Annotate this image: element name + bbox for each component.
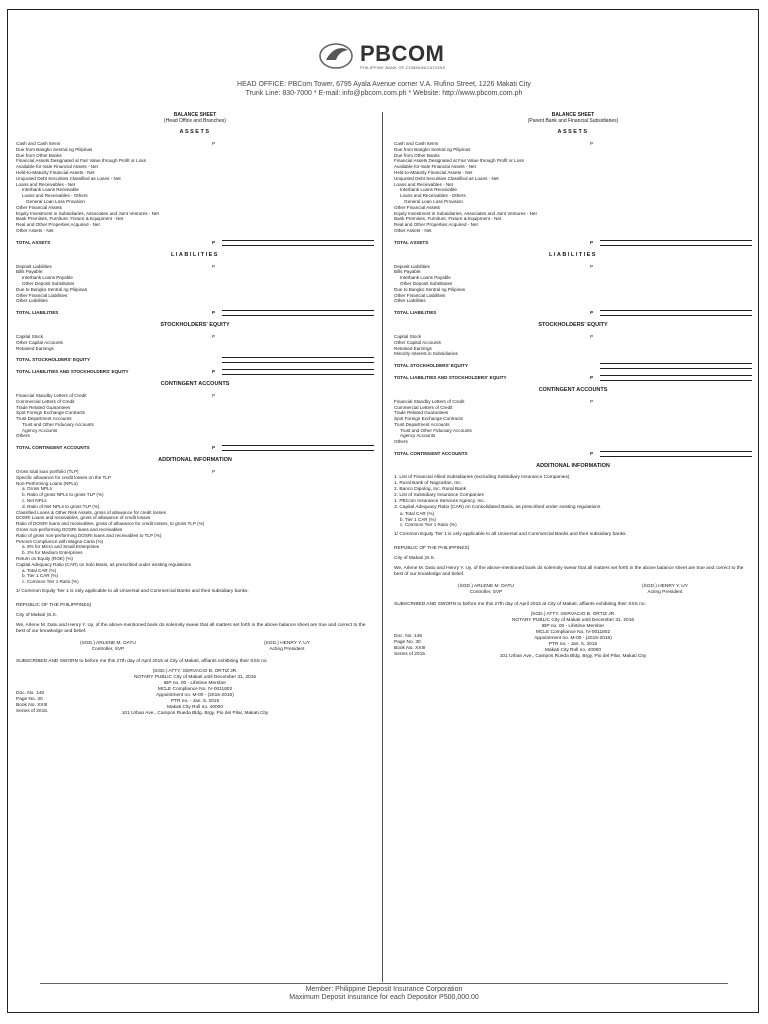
row-label: Held-to-Maturity Financial Assets - Net [16, 169, 95, 175]
subscribed-text: SUBSCRIBED AND SWORN to before me this 27th day of April 2015 at City of Makati, affiants exhibiting their SSS no. [394, 602, 646, 608]
consolidated-balance-sheet [394, 112, 752, 982]
row-label: Other Liabilities [394, 298, 426, 304]
total-label: TOTAL LIABILITIES [16, 310, 59, 316]
row-label: Other Liabilities [16, 298, 48, 304]
notary-line: Appointment no. M-00 - (2015-2016) [534, 636, 612, 642]
row-label: Loans and Receivables - Net [394, 181, 453, 187]
liabilities-heading: LIABILITIES [171, 251, 219, 258]
head-office-info [0, 80, 768, 98]
row-label: Due from Bangko Sentral ng Pilipinas [394, 146, 471, 152]
row-label: Loans and Receivables - Others [22, 193, 88, 199]
doc-line: Page No. 30 [16, 697, 43, 703]
signatory-president [642, 584, 688, 596]
signatories [394, 584, 752, 596]
balance-sheet-title: BALANCE SHEET [551, 112, 595, 118]
row-label: Trust and Other Fiduciary Accounts [22, 421, 94, 427]
notary-line: 101 Urban Ave., Campos Rueda Bldg. Brgy. Pio del Pilar, Makati City [121, 711, 269, 717]
row-label: Other Financial Assets [16, 204, 62, 210]
value-prior [676, 522, 752, 528]
total-value-current [600, 310, 676, 316]
notary-line: Appointment no. M-00 - (2015-2016) [156, 693, 234, 699]
row-label: Real and Other Properties Acquired - Net [394, 222, 478, 228]
total-value-prior [676, 451, 752, 457]
equity-row [394, 351, 752, 357]
currency-sign: P [212, 392, 216, 398]
total-label: TOTAL ASSETS [16, 239, 51, 245]
row-label: Other Financial Assets [394, 204, 440, 210]
total-liab-equity [394, 375, 752, 381]
total-label: TOTAL STOCKHOLDERS' EQUITY [394, 363, 469, 369]
row-label: Capital Stock [16, 333, 44, 339]
notary-line: (SGD.) ATTY. GERVACIO B. ORTIZ JR. [152, 669, 238, 675]
row-label: c. Common Tier 1 Ratio (%) [22, 579, 79, 585]
value-prior [298, 579, 374, 585]
signatory-title: Acting President [269, 647, 305, 653]
additional-info-heading: ADDITIONAL INFORMATION [158, 457, 232, 464]
total-contingent [16, 445, 374, 451]
row-label: Capital Adequacy Ratio (CAR) on Solo Basis, as prescribed under existing regulations [16, 561, 191, 567]
row-label: Return on Equity (ROE) (%) [16, 556, 73, 562]
subscribed-text: SUBSCRIBED AND SWORN to before me this 27th day of April 2015 at City of Makati, affiants exhibiting their SSS no. [16, 659, 268, 665]
signatory-president [264, 641, 310, 653]
additional-info-line: 1. Rural Bank of Nagcarlan, Inc. [394, 480, 462, 486]
currency-sign: P [212, 263, 216, 269]
republic-line: REPUBLIC OF THE PHILIPPINES) [16, 603, 92, 609]
total-value-prior [298, 240, 374, 246]
row-label: Interbank Loans Payable [400, 275, 451, 281]
row-label: Retained Earnings [16, 345, 54, 351]
total-value-prior [298, 357, 374, 363]
row-label: Available-for-Sale Financial Assets - Net [16, 164, 98, 170]
total-label: TOTAL ASSETS [394, 239, 429, 245]
row-label: Unquoted Debt Securities Classified as Loans - Net [16, 175, 121, 181]
solo-balance-sheet [16, 112, 374, 982]
row-label: Financial Standby Letters of Credit [394, 398, 465, 404]
addl-row [394, 522, 752, 528]
total-label: TOTAL LIABILITIES AND STOCKHOLDERS' EQUITY [16, 369, 129, 375]
row-label: Classified Loans & Other Risk Assets, gross of allowance for credit losses [16, 509, 166, 515]
row-label: Other Deposit Substitutes [400, 280, 453, 286]
currency-sign [212, 346, 222, 352]
row-label: Agency Accounts [400, 433, 436, 439]
currency-sign: P [590, 333, 594, 339]
row-label: Interbank Loans Receivable [22, 187, 79, 193]
currency-sign [212, 433, 222, 439]
doc-line: Page No. 30 [394, 640, 421, 646]
currency-sign [212, 357, 222, 363]
currency-sign [590, 228, 600, 234]
total-liab-equity [16, 369, 374, 375]
currency-sign: P [212, 333, 216, 339]
row-label: Loans and Receivables - Net [16, 181, 75, 187]
contingent-row [16, 433, 374, 439]
currency-sign: P [590, 141, 594, 146]
additional-info-line: 1. PBCom Insurance Services Agency, Inc. [394, 498, 486, 504]
row-label: c. Common Tier 1 Ratio (%) [400, 522, 457, 528]
total-value-prior [676, 310, 752, 316]
value-current [222, 579, 298, 585]
row-label: Retained Earnings [394, 345, 432, 351]
row-label: General Loan Loss Provision [26, 198, 85, 204]
doc-line: Book No. XXIII [16, 703, 48, 709]
liabilities-row [16, 298, 374, 304]
currency-sign [212, 579, 222, 585]
currency-sign: P [590, 263, 594, 269]
footer-pdic: Member: Philippine Deposit Insurance Corporation [305, 986, 463, 993]
value-current [222, 346, 298, 352]
row-label: Other Financial Liabilities [394, 292, 446, 298]
assets-heading: ASSETS [557, 129, 589, 135]
footer [0, 986, 768, 1002]
value-current [600, 439, 676, 445]
brand-name: PBCOM [360, 40, 445, 66]
liabilities-row [394, 298, 752, 304]
total-contingent [394, 451, 752, 457]
assets-row [394, 228, 752, 234]
value-prior [676, 298, 752, 304]
row-label: Real and Other Properties Acquired - Net [16, 222, 100, 228]
republic-line: REPUBLIC OF THE PHILIPPINES) [394, 546, 470, 552]
row-label: Commercial Letters of Credit [16, 398, 75, 404]
row-label: Ratio of gross non-performing DOSRI loans and receivables to TLP (%) [16, 532, 162, 538]
notary-line: IBP no. 00 - Lifetime Member [163, 681, 227, 687]
value-prior [298, 298, 374, 304]
value-current [600, 522, 676, 528]
signatory-name: (SGD.) HENRY Y. UY [263, 641, 310, 647]
balance-sheet-subtitle: (Parent Bank and Financial Subsidiaries) [527, 118, 619, 124]
additional-info-line: 2. Banco Dipolog, Inc. Rural Bank [394, 486, 466, 492]
currency-sign: P [212, 141, 216, 146]
value-prior [298, 433, 374, 439]
currency-sign [590, 439, 600, 445]
value-prior [676, 228, 752, 234]
currency-sign: P [590, 310, 594, 316]
row-label: Due from Bangko Sentral ng Pilipinas [16, 146, 93, 152]
currency-sign: P [212, 369, 216, 375]
value-prior [298, 228, 374, 234]
head-office-contact: Trunk Line: 830-7000 * E-mail: info@pbcom.com.ph * Website: http://www.pbcom.com.ph [245, 90, 523, 97]
total-value-prior [298, 369, 374, 375]
currency-sign: P [212, 310, 216, 316]
currency-sign [590, 298, 600, 304]
doc-line: Series of 2015. [16, 709, 49, 715]
total-value-current [222, 369, 298, 375]
row-label: Deposit Liabilities [16, 263, 52, 269]
row-label: a. Gross NPLs [22, 486, 52, 492]
total-value-prior [298, 310, 374, 316]
total-value-current [600, 451, 676, 457]
row-label: Available-for-Sale Financial Assets - Net [394, 164, 476, 170]
total-label: TOTAL LIABILITIES AND STOCKHOLDERS' EQUITY [394, 374, 507, 380]
row-label: Due to Bangko Sentral ng Pilipinas [16, 286, 87, 292]
row-label: b. Ratio of gross NPLs to gross TLP (%) [22, 492, 104, 498]
signatory-name: (SGD.) ARLENE M. DATU [458, 584, 514, 590]
total-assets [16, 240, 374, 246]
total-equity [394, 363, 752, 369]
row-label: Financial Assets Designated at Fair Value through Profit or Loss [16, 158, 146, 164]
notary-line: 101 Urban Ave., Campos Rueda Bldg. Brgy. Pio del Pilar, Makati City [499, 654, 647, 660]
row-label: Trust Department Accounts [16, 416, 72, 422]
currency-sign: P [212, 469, 216, 475]
total-liabilities [16, 310, 374, 316]
oath-text: We, Arlene M. Datu and Henry Y. Uy, of the above-mentioned bank do solemnly swear that all matters set forth in the above balance sheet are true and correct to the best of our knowledge and belief. [394, 566, 744, 578]
additional-info-heading: ADDITIONAL INFORMATION [536, 462, 610, 469]
notary-line: IBP no. 00 - Lifetime Member [541, 624, 605, 630]
value-current [600, 228, 676, 234]
total-liabilities [394, 310, 752, 316]
footer-max-insurance: Maximum Deposit Insurance for each Depositor P500,000.00 [289, 994, 479, 1001]
row-label: a. 8% for Micro and Small Enterprises [22, 544, 100, 550]
notary-line: MCLE Compliance No. IV-0011802 [535, 630, 611, 636]
row-label: Others [16, 433, 30, 439]
total-label: TOTAL CONTINGENT ACCOUNTS [16, 445, 90, 451]
row-label: b. Tier 1 CAR (%) [400, 516, 436, 522]
currency-sign: P [590, 374, 594, 380]
row-label: Other Financial Liabilities [16, 292, 68, 298]
city-line: City of Makati )S.S. [16, 613, 58, 619]
total-label: TOTAL CONTINGENT ACCOUNTS [394, 451, 468, 457]
equity-heading: STOCKHOLDERS' EQUITY [160, 321, 230, 328]
bank-logo [318, 42, 445, 70]
contingent-heading: CONTINGENT ACCOUNTS [160, 380, 230, 387]
row-label: b. Tier 1 CAR (%) [22, 573, 58, 579]
additional-info-line: 2. List of Subsidiary Insurance Companies [394, 492, 484, 498]
balance-sheet-subtitle: (Head Office and Branches) [164, 118, 226, 124]
currency-sign: P [212, 239, 216, 245]
total-label: TOTAL LIABILITIES [394, 310, 437, 316]
total-value-current [222, 445, 298, 451]
row-label: Minority Interest in Subsidiaries [394, 351, 458, 357]
row-label: Bank Premises, Furniture, Fixture & Equipment - Net [394, 216, 502, 222]
notary-line: Makati City Roll no. 40000 [167, 705, 223, 711]
row-label: a. Total CAR (%) [400, 510, 435, 516]
currency-sign: P [590, 451, 594, 457]
total-value-current [600, 375, 676, 381]
total-value-current [222, 357, 298, 363]
total-value-prior [676, 375, 752, 381]
signatory-controller [458, 584, 514, 596]
row-label: Financial Assets Designated at Fair Value through Profit or Loss [394, 158, 524, 164]
signatory-name: (SGD.) HENRY Y. UY [641, 584, 688, 590]
city-line: City of Makati )S.S. [394, 556, 436, 562]
liabilities-heading: LIABILITIES [549, 251, 597, 258]
row-label: Bills Payable: [16, 269, 44, 275]
value-prior [676, 439, 752, 445]
row-label: Gross non-performing DOSRI loans and receivables [16, 527, 123, 533]
total-value-current [222, 240, 298, 246]
additional-info-line: 3. Capital Adequacy Ratio (CAR) on Consolidated Basis, as prescribed under existing regulations [394, 504, 601, 510]
signatory-title: Controller, SVP [469, 590, 503, 596]
total-label: TOTAL STOCKHOLDERS' EQUITY [16, 357, 91, 363]
row-label: Capital Stock [394, 333, 422, 339]
additional-info-line: 1. List of Financial Allied Subsidiaries (excluding Subsidiary Insurance Companies) [394, 474, 570, 480]
row-label: Due from Other Banks [394, 152, 440, 158]
row-label: Trust Department Accounts [394, 421, 450, 427]
row-label: Other Capital Accounts [394, 339, 441, 345]
row-label: c. Net NPLs [22, 498, 47, 504]
brand-tagline: PHILIPPINE BANK OF COMMUNICATIONS [360, 64, 446, 70]
car-footnote: 1/ Common Equity Tier 1 is only applicable to all Universal and Commercial Banks and their subsidiary banks. [16, 589, 249, 595]
value-current [222, 433, 298, 439]
total-equity [16, 357, 374, 363]
row-label: Deposit Liabilities [394, 263, 430, 269]
doc-line: Doc. No. 146 [16, 691, 44, 697]
equity-heading: STOCKHOLDERS' EQUITY [538, 321, 608, 328]
row-label: Interbank Loans Receivable [400, 187, 457, 193]
total-value-current [222, 310, 298, 316]
value-current [222, 298, 298, 304]
row-label: Ratio of DOSRI loans and receivables, gross of allowance for credit losses, to gross TLP (%) [16, 521, 205, 527]
row-label: Spot Foreign Exchange Contracts [394, 416, 463, 422]
currency-sign: P [212, 445, 216, 451]
value-prior [676, 351, 752, 357]
row-label: b. 2% for Medium Enterprises [22, 550, 83, 556]
row-label: Trade Related Guarantees [394, 410, 449, 416]
column-divider [382, 112, 383, 982]
doc-line: Book No. XXIII [394, 646, 426, 652]
total-value-prior [676, 363, 752, 369]
row-label: Trade Related Guarantees [16, 404, 71, 410]
statement-columns [16, 112, 752, 982]
head-office-address: HEAD OFFICE: PBCom Tower, 6795 Ayala Avenue corner V.A. Rufino Street, 1226 Makati City [237, 81, 531, 88]
row-label: Others [394, 439, 408, 445]
row-label: a. Total CAR (%) [22, 567, 57, 573]
row-label: Unquoted Debt Securities Classified as Loans - Net [394, 175, 499, 181]
notary-line: PTR no. - Jan. 5, 2015 [170, 699, 220, 705]
currency-sign [590, 522, 600, 528]
row-label: DOSRI Loans and receivables, gross of allowance of credit losses [16, 515, 151, 521]
total-assets [394, 240, 752, 246]
currency-sign: P [590, 239, 594, 245]
row-label: Bills Payable: [394, 269, 422, 275]
row-label: Financial Standby Letters of Credit [16, 392, 87, 398]
row-label: Agency Accounts [22, 427, 58, 433]
row-label: Held-to-Maturity Financial Assets - Net [394, 169, 473, 175]
row-label: Equity Investment in Subsidiaries, Associates and Joint Ventures - Net [394, 210, 537, 216]
row-label: Equity Investment in Subsidiaries, Associates and Joint Ventures - Net [16, 210, 159, 216]
balance-sheet-title: BALANCE SHEET [173, 112, 217, 118]
row-label: Cash and Cash Items [16, 141, 61, 146]
value-current [600, 351, 676, 357]
row-label: Other Capital Accounts [16, 339, 63, 345]
currency-sign [590, 351, 600, 357]
signatory-title: Controller, SVP [91, 647, 125, 653]
value-current [222, 228, 298, 234]
footer-rule [40, 983, 728, 984]
row-label: Bank Premises, Furniture, Fixture & Equipment - Net [16, 216, 124, 222]
notary-line: NOTARY PUBLIC City of Makati until December 31, 2016 [133, 675, 257, 681]
row-label: Percent Compliance with Magna Carta (%) [16, 538, 104, 544]
total-value-current [600, 240, 676, 246]
signatory-title: Acting President [647, 590, 683, 596]
currency-sign [590, 363, 600, 369]
car-footnote: 1/ Common Equity Tier 1 is only applicable to all Universal and Commercial Banks and their subsidiary banks. [394, 532, 627, 538]
row-label: Specific allowance for credit losses on the TLP [16, 474, 111, 480]
contingent-row [394, 439, 752, 445]
notary-line: (SGD.) ATTY. GERVACIO B. ORTIZ JR. [530, 612, 616, 618]
row-label: Spot Foreign Exchange Contracts [16, 410, 85, 416]
row-label: Other Deposit Substitutes [22, 280, 75, 286]
currency-sign [212, 298, 222, 304]
notary-line: Makati City Roll no. 40000 [545, 648, 601, 654]
bird-logo-icon [318, 42, 354, 70]
oath-text: We, Arlene M. Datu and Henry Y. Uy, of the above-mentioned bank do solemnly swear that all matters set forth in the above balance sheet are true and correct to the best of our knowledge and belief. [16, 623, 366, 635]
contingent-heading: CONTINGENT ACCOUNTS [538, 386, 608, 393]
assets-heading: ASSETS [179, 129, 211, 135]
currency-sign [212, 228, 222, 234]
total-value-prior [676, 240, 752, 246]
doc-line: Series of 2015. [394, 652, 427, 658]
row-label: d. Ratio of Net NPLs to gross TLP (%) [22, 503, 100, 509]
row-label: Non-Performing Loans (NPLs) [16, 480, 78, 486]
total-value-prior [298, 445, 374, 451]
value-current [600, 298, 676, 304]
value-prior [298, 346, 374, 352]
row-label: Cash and Cash Items [394, 141, 439, 146]
doc-line: Doc. No. 146 [394, 634, 422, 640]
assets-row [16, 228, 374, 234]
row-label: Interbank Loans Payable [22, 275, 73, 281]
row-label: Other Assets - Net [16, 227, 54, 233]
signatory-controller [80, 641, 136, 653]
row-label: Due from Other Banks [16, 152, 62, 158]
currency-sign: P [590, 398, 594, 404]
row-label: Gross total loan portfolio (TLP) [16, 469, 79, 475]
equity-row [16, 346, 374, 352]
addl-row [16, 579, 374, 585]
signatory-name: (SGD.) ARLENE M. DATU [80, 641, 136, 647]
row-label: Other Assets - Net [394, 227, 432, 233]
total-value-current [600, 363, 676, 369]
row-label: Loans and Receivables - Others [400, 193, 466, 199]
row-label: General Loan Loss Provision [404, 198, 463, 204]
row-label: Trust and Other Fiduciary Accounts [400, 427, 472, 433]
row-label: Due to Bangko Sentral ng Pilipinas [394, 286, 465, 292]
notary-line: MCLE Compliance No. IV-0011802 [157, 687, 233, 693]
row-label: Commercial Letters of Credit [394, 404, 453, 410]
notary-line: PTR no. - Jan. 5, 2015 [548, 642, 598, 648]
notary-line: NOTARY PUBLIC City of Makati until December 31, 2016 [511, 618, 635, 624]
signatories [16, 641, 374, 653]
